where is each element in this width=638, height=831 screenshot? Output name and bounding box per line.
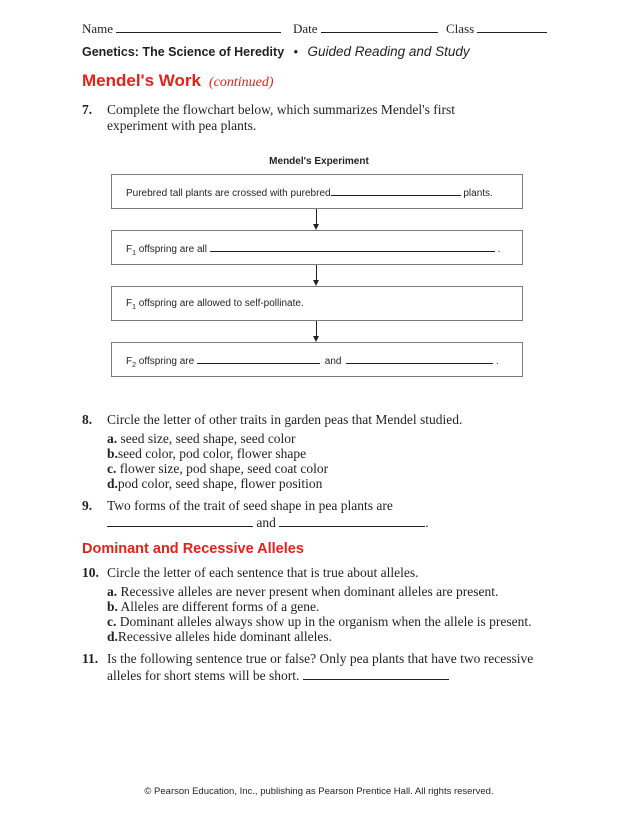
q9-blank-1[interactable] (107, 514, 253, 527)
bullet-separator: • (293, 45, 299, 59)
box4-text: offspring are (138, 356, 195, 367)
option-letter: a. (107, 584, 118, 599)
name-blank[interactable] (116, 20, 281, 33)
question-number: 10. (82, 565, 99, 580)
q8-option-d[interactable] (107, 476, 322, 491)
box1-blank[interactable] (331, 186, 461, 196)
flowchart-box-3 (111, 286, 523, 321)
flow-arrow-2 (316, 265, 317, 280)
class-label: Class (446, 21, 475, 36)
question-text-line2-wrap (107, 667, 449, 684)
class-field (446, 20, 547, 37)
box2-sub: 1 (132, 250, 137, 257)
class-blank[interactable] (477, 20, 547, 33)
box4-blank-1[interactable] (197, 354, 320, 364)
q9-blank-2[interactable] (279, 514, 425, 527)
date-field (293, 20, 438, 37)
q8-option-a[interactable] (107, 431, 296, 446)
q10-option-d[interactable] (107, 629, 332, 644)
question-text-line2: experiment with pea plants. (107, 118, 257, 133)
guide-title: Guided Reading and Study (307, 44, 470, 59)
box3-sub: 1 (132, 304, 137, 311)
question-number: 11. (82, 651, 99, 666)
option-letter: d. (107, 629, 118, 644)
q10-option-b[interactable] (107, 599, 319, 614)
question-text-line1: Is the following sentence true or false? Only pea plants that have two recessive (107, 651, 534, 666)
q9-and: and (256, 515, 276, 530)
box1-text: Purebred tall plants are crossed with purebred (126, 188, 331, 199)
question-text: Circle the letter of other traits in garden peas that Mendel studied. (107, 412, 463, 427)
box3-f: F (126, 298, 133, 309)
section-continued: (continued) (208, 75, 274, 90)
option-text: Alleles are different forms of a gene. (120, 599, 320, 614)
q10-option-a[interactable] (107, 584, 498, 599)
name-field (82, 20, 281, 37)
option-letter: b. (107, 446, 118, 461)
option-letter: b. (107, 599, 118, 614)
q9-answer-line (107, 514, 429, 531)
q11-blank[interactable] (303, 667, 449, 680)
question-number: 8. (82, 412, 93, 427)
box4-blank-2[interactable] (346, 354, 493, 364)
option-letter: c. (107, 614, 117, 629)
box4-and: and (324, 356, 342, 367)
q9-end: . (425, 515, 429, 530)
flowchart-box-2 (111, 230, 523, 265)
option-text: Recessive alleles are never present when dominant alleles are present. (120, 584, 499, 599)
box4-end: . (496, 356, 499, 367)
section-heading-dominant-recessive: Dominant and Recessive Alleles (82, 541, 304, 557)
option-text: flower size, pod shape, seed coat color (119, 461, 329, 476)
name-label: Name (82, 21, 114, 36)
option-text: Recessive alleles hide dominant alleles. (117, 629, 332, 644)
flow-arrow-3 (316, 321, 317, 336)
question-number: 7. (82, 102, 93, 117)
question-text: Two forms of the trait of seed shape in pea plants are (107, 498, 393, 513)
box4-sub: 2 (132, 362, 137, 369)
box1-end: plants. (463, 188, 493, 199)
q8-option-c[interactable] (107, 461, 328, 476)
subheader (82, 44, 470, 59)
copyright-footer: © Pearson Education, Inc., publishing as Pearson Prentice Hall. All rights reserved. (144, 786, 494, 797)
flowchart-box-4 (111, 342, 523, 377)
q10-option-c[interactable] (107, 614, 532, 629)
box2-text: offspring are all (138, 244, 207, 255)
option-text: seed color, pod color, flower shape (117, 446, 307, 461)
option-text: Dominant alleles always show up in the organism when the allele is present. (119, 614, 532, 629)
box3-text: offspring are allowed to self-pollinate. (138, 298, 304, 309)
option-text: seed size, seed shape, seed color (120, 431, 296, 446)
box2-end: . (497, 244, 501, 255)
option-text: pod color, seed shape, flower position (117, 476, 323, 491)
option-letter: d. (107, 476, 118, 491)
question-text: Circle the letter of each sentence that is true about alleles. (107, 565, 419, 580)
flowchart-title: Mendel's Experiment (269, 156, 369, 167)
flowchart-box-1 (111, 174, 523, 209)
option-letter: c. (107, 461, 117, 476)
box4-f: F (126, 356, 133, 367)
chapter-title: Genetics: The Science of Heredity (82, 45, 285, 59)
question-text-line1: Complete the flowchart below, which summarizes Mendel's first (107, 102, 455, 117)
question-number: 9. (82, 498, 93, 513)
q8-option-b[interactable] (107, 446, 306, 461)
flow-arrow-1 (316, 209, 317, 224)
option-letter: a. (107, 431, 118, 446)
question-text-line2: alleles for short stems will be short. (107, 668, 300, 683)
date-label: Date (293, 21, 318, 36)
box2-blank[interactable] (210, 242, 495, 252)
date-blank[interactable] (321, 20, 438, 33)
box2-f: F (126, 244, 133, 255)
section-heading-mendels-work (82, 71, 274, 91)
section-title: Mendel's Work (82, 71, 201, 90)
